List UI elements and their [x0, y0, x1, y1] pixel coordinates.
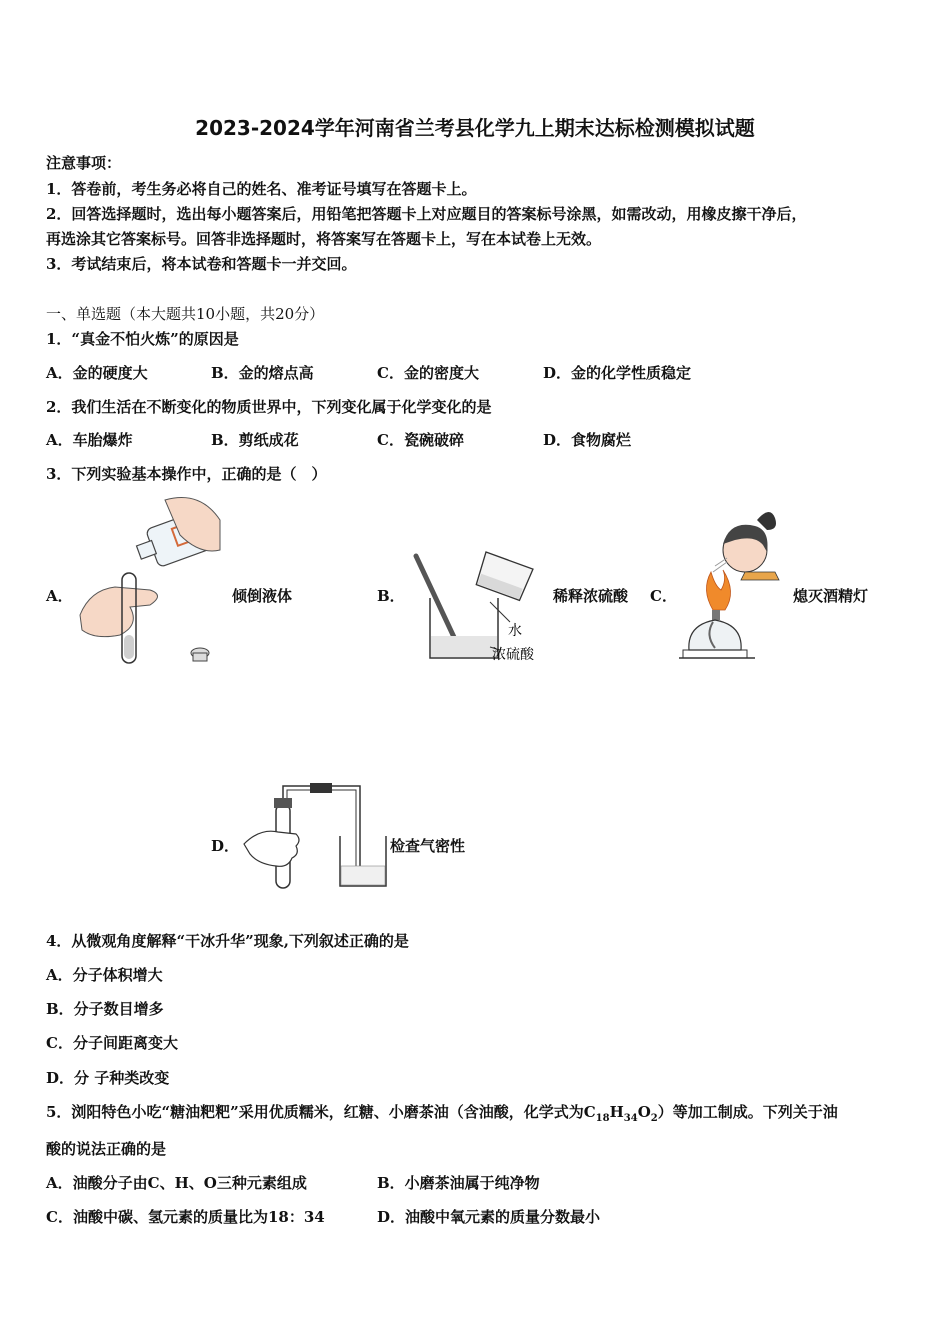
q2-option-d[interactable]: D．食物腐烂 [543, 431, 632, 449]
q1-stem: 1．“真金不怕火炼”的原因是 [46, 330, 239, 348]
q3-option-a-letter[interactable]: A． [46, 587, 73, 605]
section-heading: 一、单选题（本大题共10小题，共20分） [46, 305, 325, 323]
q3-option-c-caption: 熄灭酒精灯 [793, 587, 869, 605]
q3-option-c-letter[interactable]: C． [650, 587, 677, 605]
q2-option-c[interactable]: C．瓷碗破碎 [377, 431, 464, 449]
alcohol-lamp-illustration [675, 500, 790, 665]
q3-option-d-caption: 检查气密性 [390, 837, 466, 855]
q1-option-a[interactable]: A．金的硬度大 [46, 364, 148, 382]
q5-stem-part1: 5．浏阳特色小吃“糖油粑粑”采用优质糯米，红糖、小磨茶油（含油酸，化学式为 [46, 1103, 584, 1121]
page-title: 2023-2024学年河南省兰考县化学九上期末达标检测模拟试题 [195, 116, 755, 140]
dilute-acid-illustration [410, 552, 550, 667]
q5-stem [46, 1101, 838, 1124]
q5-option-d[interactable]: D．油酸中氧元素的质量分数最小 [377, 1208, 601, 1226]
q2-option-b[interactable]: B．剪纸成花 [211, 431, 299, 449]
q5-stem-line2: 酸的说法正确的是 [46, 1140, 167, 1158]
q4-option-c[interactable]: C．分子间距离变大 [46, 1034, 178, 1052]
q2-option-a[interactable]: A．车胎爆炸 [46, 431, 133, 449]
q3-stem: 3．下列实验基本操作中，正确的是（ ） [46, 465, 327, 483]
q5-formula: $C_{18}H_{34}O_2$ [583, 1103, 658, 1124]
notice-item-1: 1．答卷前，考生务必将自己的姓名、准考证号填写在答题卡上。 [46, 180, 477, 198]
q1-option-d[interactable]: D．金的化学性质稳定 [543, 364, 692, 382]
q3-option-d-letter[interactable]: D． [211, 837, 240, 855]
notice-item-2-cont: 再选涂其它答案标号。回答非选择题时，将答案写在答题卡上，写在本试卷上无效。 [46, 230, 602, 248]
q4-option-a[interactable]: A．分子体积增大 [46, 966, 163, 984]
q3-option-b-letter[interactable]: B． [377, 587, 405, 605]
q5-option-a[interactable]: A．油酸分子由C、H、O三种元素组成 [46, 1174, 307, 1192]
q5-option-c[interactable]: C．油酸中碳、氢元素的质量比为18：34 [46, 1208, 325, 1226]
notice-item-2: 2．回答选择题时，选出每小题答案后，用铅笔把答题卡上对应题目的答案标号涂黑，如需改动，用橡皮擦干净后， [46, 205, 807, 223]
water-label: 水 [508, 623, 522, 639]
q1-option-c[interactable]: C．金的密度大 [377, 364, 479, 382]
q3-option-b-caption: 稀释浓硫酸 [553, 587, 629, 605]
notice-item-3: 3．考试结束后，将本试卷和答题卡一并交回。 [46, 255, 357, 273]
q5-stem-part2: ）等加工制成。下列关于油 [657, 1103, 838, 1121]
q5-option-b[interactable]: B．小磨茶油属于纯净物 [377, 1174, 540, 1192]
q3-option-a-caption: 倾倒液体 [232, 587, 293, 605]
q4-stem: 4．从微观角度解释“干冰升华”现象,下列叙述正确的是 [46, 932, 409, 950]
q4-option-b[interactable]: B．分子数目增多 [46, 1000, 164, 1018]
q2-stem: 2．我们生活在不断变化的物质世界中，下列变化属于化学变化的是 [46, 398, 492, 416]
airtightness-illustration [240, 780, 390, 895]
notice-heading: 注意事项： [46, 154, 122, 172]
pouring-liquid-illustration [70, 495, 230, 670]
q1-option-b[interactable]: B．金的熔点高 [211, 364, 314, 382]
q4-option-d[interactable]: D．分 子种类改变 [46, 1069, 170, 1087]
acid-label: 浓硫酸 [492, 647, 534, 663]
